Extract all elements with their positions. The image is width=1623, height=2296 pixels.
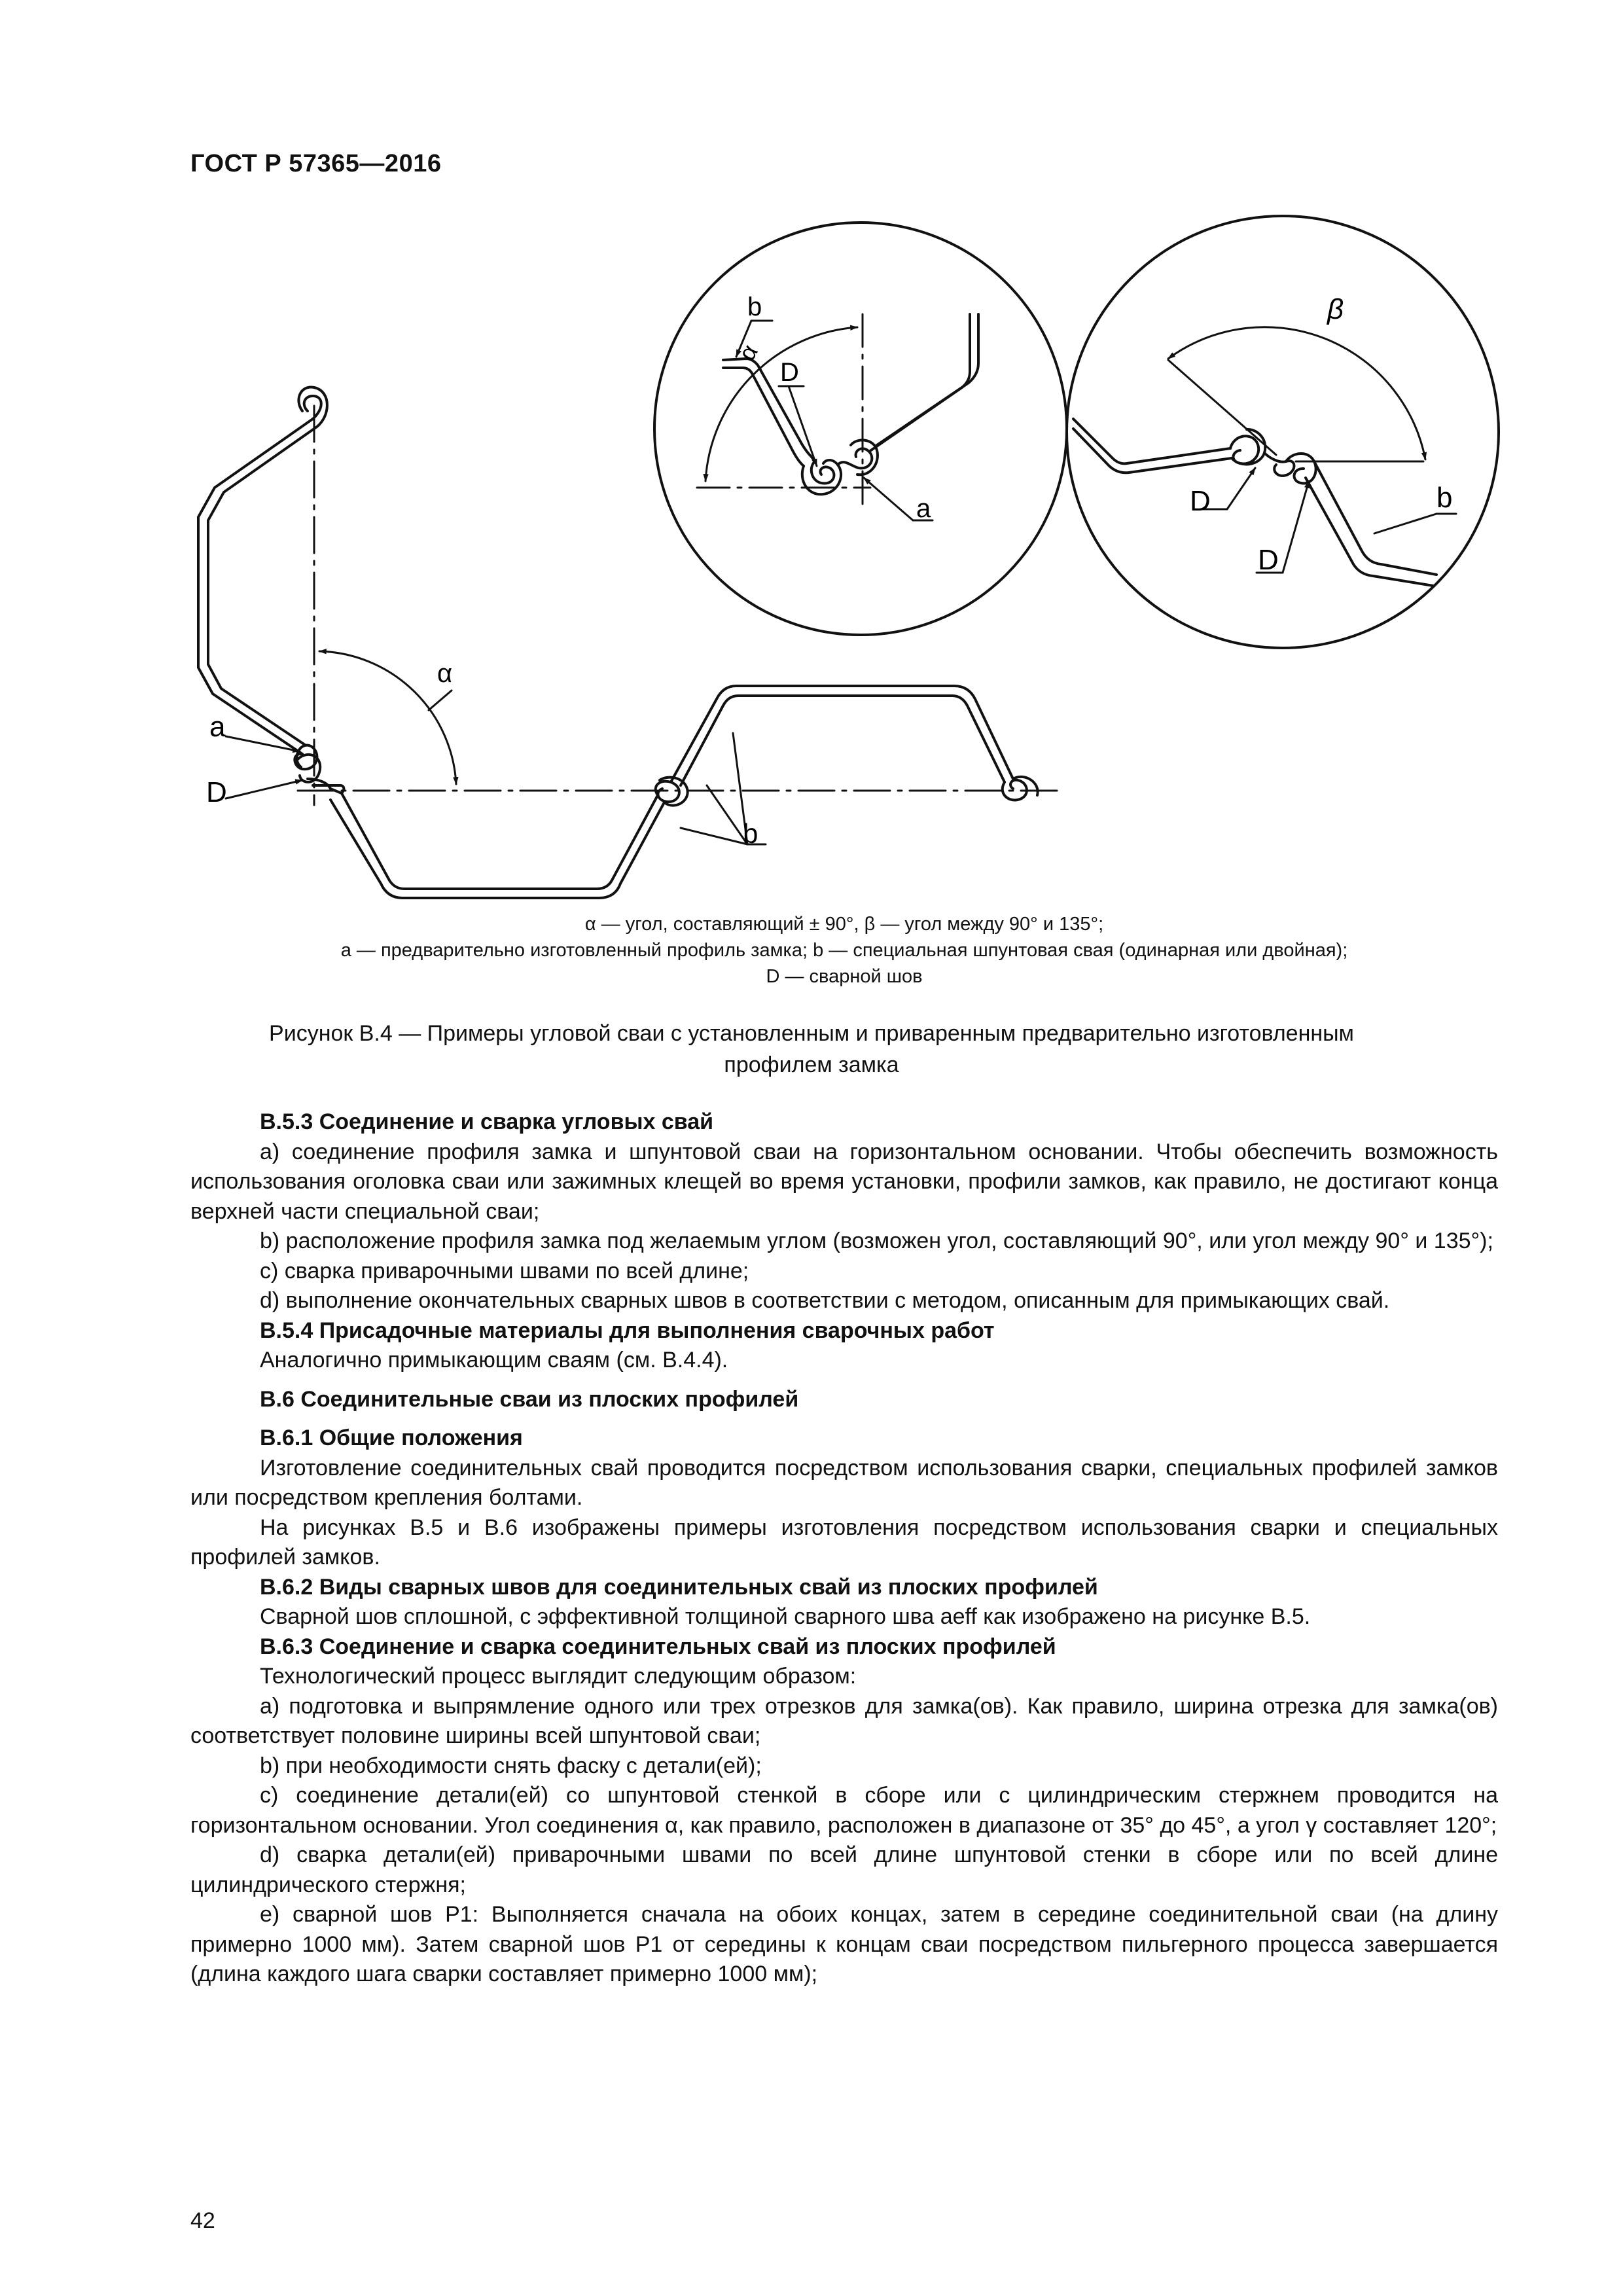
- label-b-detail1: b: [747, 293, 762, 321]
- detail-circle-1: [654, 223, 1067, 635]
- label-alpha-detail1: α: [733, 340, 763, 365]
- label-beta-detail2: β: [1327, 293, 1344, 325]
- paragraph: Технологический процесс выглядит следующим образом:: [260, 1664, 857, 1689]
- body-text: [190, 1107, 1498, 1990]
- paragraph: а) подготовка и выпрямление одного или трех отрезков для замка(ов). Как правило, ширина отрезка для замка(ов) соответствует половине ширины всей шпунтовой сваи;: [190, 1693, 1498, 1748]
- section-heading: В.6.2 Виды сварных швов для соединительных свай из плоских профилей: [260, 1574, 1098, 1600]
- section-heading: В.6 Соединительные сваи из плоских профилей: [260, 1386, 799, 1412]
- paragraph: b) расположение профиля замка под желаемым углом (возможен угол, составляющий 90°, или угол между 90° и 135°);: [260, 1229, 1493, 1253]
- label-b-detail2: b: [1436, 482, 1453, 514]
- page-number: 42: [190, 2208, 215, 2233]
- paragraph: На рисунках В.5 и В.6 изображены примеры изготовления посредством использования сварки и специальных профилей замков.: [190, 1515, 1498, 1570]
- paragraph: b) при необходимости снять фаску с детали(ей);: [260, 1753, 762, 1778]
- document-header: ГОСТ Р 57365—2016: [190, 150, 442, 177]
- right-pile: [681, 696, 1005, 785]
- label-a-detail1: a: [916, 494, 931, 523]
- label-a-main: a: [209, 711, 226, 743]
- legend-line-1: α — угол, составляющий ± 90°, β — угол между 90° и 135°;: [584, 914, 1104, 935]
- paragraph: с) соединение детали(ей) со шпунтовой стенкой в сборе или с цилиндрическим стержнем проводится на горизонтальном основании. Угол соединения α, как правило, расположен в диапазоне от 35° до 45°, а угол γ составляет 120°;: [190, 1783, 1498, 1838]
- label-D1-detail2: D: [1190, 485, 1211, 517]
- detail-circle-2: [1067, 216, 1499, 648]
- paragraph: а) соединение профиля замка и шпунтовой сваи на горизонтальном основании. Чтобы обеспечить возможность использования оголовка сваи или зажимных клещей во время установки, профили замков, как правило, не достигают конца верхней части специальной сваи;: [190, 1139, 1498, 1224]
- section-heading: В.5.4 Присадочные материалы для выполнения сварочных работ: [260, 1318, 995, 1343]
- legend-line-3: D — сварной шов: [766, 966, 923, 987]
- figure-drawing: [0, 0, 1623, 916]
- label-D-detail1: D: [780, 358, 799, 387]
- legend-line-2: а — предварительно изготовленный профиль замка; b — специальная шпунтовая свая (одинарная или двойная);: [340, 940, 1348, 961]
- main-profile-drawing: [198, 387, 1060, 898]
- paragraph: d) выполнение окончательных сварных швов в соответствии с методом, описанным для примыкающих свай.: [260, 1288, 1390, 1313]
- paragraph: Сварной шов сплошной, с эффективной толщиной сварного шва aeff как изображено на рисунке В.5.: [260, 1604, 1311, 1629]
- label-alpha-main: α: [437, 659, 453, 688]
- figure-b4: [0, 0, 1623, 916]
- paragraph: d) сварка детали(ей) приварочными швами по всей длине шпунтовой стенки в сборе или по всей длине цилиндрического стержня;: [190, 1842, 1498, 1897]
- lower-pile: [330, 789, 658, 889]
- section-heading: В.5.3 Соединение и сварка угловых свай: [260, 1109, 714, 1134]
- paragraph: с) сварка приварочными швами по всей длине;: [260, 1258, 749, 1283]
- paragraph: Аналогично примыкающим сваям (см. В.4.4).: [260, 1348, 728, 1372]
- label-b-main: b: [743, 818, 758, 849]
- paragraph: е) сварной шов Р1: Выполняется сначала на обоих концах, затем в середине соединительной сваи (на длину примерно 1000 мм). Затем сварной шов Р1 от середины к концам сваи посредством пильгерного процесса завершается (длина каждого шага сварки составляет примерно 1000 мм);: [190, 1902, 1498, 1986]
- section-heading: В.6.3 Соединение и сварка соединительных свай из плоских профилей: [260, 1634, 1056, 1659]
- label-D2-detail2: D: [1258, 544, 1279, 576]
- paragraph: Изготовление соединительных свай проводится посредством использования сварки, специальных профилей замков или посредством крепления болтами.: [190, 1455, 1498, 1510]
- label-D-main: D: [206, 776, 227, 808]
- figure-caption: Рисунок В.4 — Примеры угловой сваи с установленным и приваренным предварительно изготовленным профилем замка: [269, 1021, 1354, 1077]
- angle-alpha-arc: [319, 651, 456, 784]
- section-heading: В.6.1 Общие положения: [260, 1426, 523, 1450]
